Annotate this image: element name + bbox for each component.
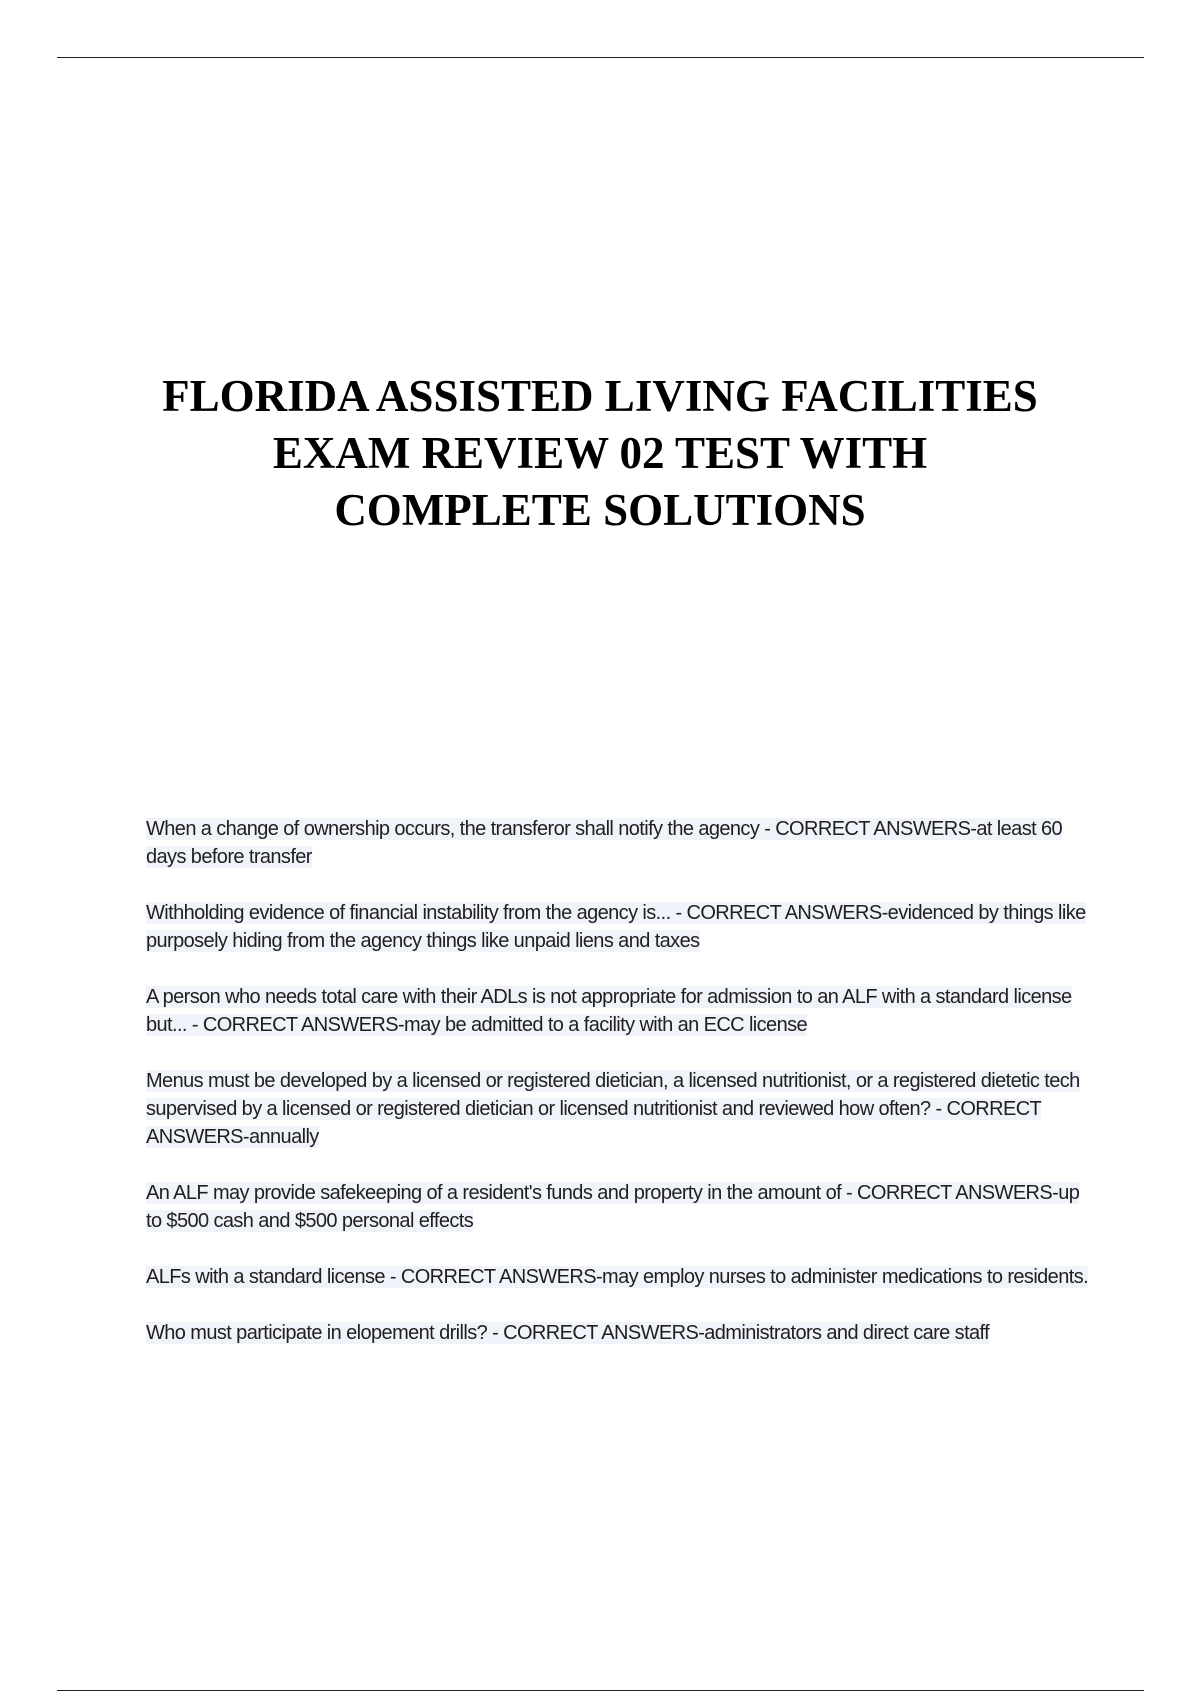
qa-item-1 [146, 815, 1094, 871]
qa-text-6: ALFs with a standard license - CORRECT ANSWERS-may employ nurses to administer medications to residents. [146, 1266, 1089, 1288]
top-divider [57, 57, 1144, 58]
qa-item-2 [146, 899, 1094, 955]
title-line-2: EXAM REVIEW 02 TEST WITH [272, 428, 928, 478]
qa-item-7 [146, 1319, 1094, 1347]
qa-text-5: An ALF may provide safekeeping of a resident's funds and property in the amount of - CORRECT ANSWERS-up to $500 cash and $500 personal effects [146, 1182, 1080, 1232]
bottom-divider [57, 1690, 1144, 1691]
qa-item-4 [146, 1067, 1094, 1151]
qa-text-2: Withholding evidence of financial instability from the agency is... - CORRECT ANSWERS-evidenced by things like purposely hiding from the agency things like unpaid liens and taxes [146, 902, 1086, 952]
document-title [100, 368, 1100, 539]
qa-text-1: When a change of ownership occurs, the transferor shall notify the agency - CORRECT ANSWERS-at least 60 days before transfer [146, 818, 1063, 868]
qa-item-3 [146, 983, 1094, 1039]
title-line-1: FLORIDA ASSISTED LIVING FACILITIES [162, 371, 1038, 421]
qa-list [146, 815, 1094, 1375]
qa-text-3: A person who needs total care with their ADLs is not appropriate for admission to an ALF with a standard license but... - CORRECT ANSWERS-may be admitted to a facility with an ECC license [146, 986, 1072, 1036]
qa-item-5 [146, 1179, 1094, 1235]
qa-item-6 [146, 1263, 1094, 1291]
title-line-3: COMPLETE SOLUTIONS [334, 485, 866, 535]
qa-text-4: Menus must be developed by a licensed or registered dietician, a licensed nutritionist, or a registered dietetic tech supervised by a licensed or registered dietician or licensed nutritionist and reviewed how often? - CORRECT ANSWERS-annually [146, 1070, 1080, 1148]
qa-text-7: Who must participate in elopement drills? - CORRECT ANSWERS-administrators and direct care staff [146, 1322, 990, 1344]
